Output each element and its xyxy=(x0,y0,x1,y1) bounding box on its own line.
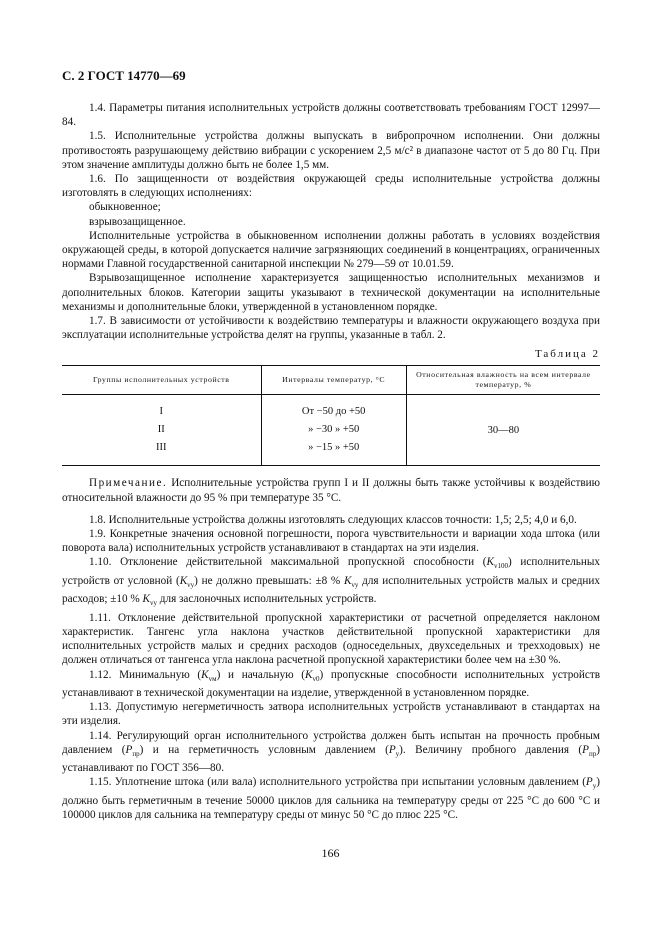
paragraph-1-14 xyxy=(62,729,600,776)
table-cell-group: II xyxy=(157,424,165,436)
text-run: ) не должно превышать: ±8 % xyxy=(194,574,344,587)
table-2 xyxy=(62,365,600,466)
k-subscript: vy xyxy=(187,581,195,590)
note-text: Исполнительные устройства групп I и II должны быть также устойчивы к воздействию относительной влажности до 95 % при температуре 35 °С. xyxy=(62,477,600,504)
list-item: взрывозащищенное. xyxy=(89,215,186,228)
table-cell-group: III xyxy=(156,442,167,454)
table-cell-interval: » −30 » +50 xyxy=(308,424,360,436)
k-symbol: K xyxy=(305,668,313,681)
table-header-humidity: Относительная влажность на всем интервале температур, % xyxy=(406,366,600,395)
text-run: 1.12. Минимальную ( xyxy=(89,668,202,681)
paragraph-1-4: 1.4. Параметры питания исполнительных устройств должны соответствовать требованиям ГОСТ 12997—84. xyxy=(62,102,600,129)
table-caption: Таблица 2 xyxy=(534,348,600,361)
page-header: С. 2 ГОСТ 14770—69 xyxy=(62,68,186,83)
k-subscript: v100 xyxy=(493,562,508,571)
table-col-groups xyxy=(62,395,261,466)
paragraph-1-12 xyxy=(62,668,600,701)
p-symbol: P xyxy=(125,743,133,756)
k-subscript: vy xyxy=(150,599,157,608)
paragraph-explosion-proof: Взрывозащищенное исполнение характеризуется защищенностью исполнительных механизмов и дополнительных блоков. Категории защиты указывают в технической документации на исполнительные механизмы и дополнительные блоки, утвержденной в установленном порядке. xyxy=(62,272,600,313)
p-subscript: у xyxy=(592,782,597,791)
text-run: ). Величину пробного давления ( xyxy=(399,743,583,756)
paragraph-1-15 xyxy=(62,775,600,822)
paragraph-1-10 xyxy=(62,555,600,610)
paragraph-1-6: 1.6. По защищенности от воздействия окружающей среды исполнительные устройства должны изготовлять в следующих исполнениях: xyxy=(62,173,600,200)
k-symbol: K xyxy=(179,574,188,587)
page-number: 166 xyxy=(321,846,340,860)
paragraph-1-8: 1.8. Исполнительные устройства должны изготовлять следующих классов точности: 1,5; 2,5; 4,0 и 6,0. xyxy=(89,513,577,526)
k-subscript: v0 xyxy=(312,674,320,683)
p-symbol: P xyxy=(582,743,590,756)
p-symbol: P xyxy=(585,776,593,789)
note-label: Примечание. xyxy=(89,477,168,490)
table-header-groups: Группы исполнительных устройств xyxy=(62,366,261,395)
k-symbol: K xyxy=(343,574,352,587)
text-run: ) устанавливают по ГОСТ 356—80. xyxy=(62,743,600,775)
table-cell-interval: » −15 » +50 xyxy=(308,442,360,454)
text-run: ) исполнительных устройств от условной ( xyxy=(62,556,600,587)
paragraph-1-11: 1.11. Отклонение действительной пропускной характеристики от расчетной определяется наклоном характеристик. Тангенс угла наклона участков действительной пропускной характеристики для исполнительных устройств малых и средних расходов (односедельных, двухседельных и трехходовых) не должен отличаться от тангенса угла наклона расчетной пропускной характеристики более чем на ±30 %. xyxy=(62,611,600,667)
table-cell-interval: От −50 до +50 xyxy=(301,406,366,418)
text-run: ) и начальную ( xyxy=(216,668,306,681)
text-run: 1.14. Регулирующий орган исполнительного устройства должен быть испытан на прочность пробным давлением ( xyxy=(62,729,600,756)
k-subscript: vм xyxy=(208,674,217,683)
table-cell-humidity: 30—80 xyxy=(406,395,600,466)
text-run: ) должно быть герметичным в течение 50000 циклов для сальника на температуру среды от 225 °С до 600 °С и 100000 циклов для сальника на температуру среды от минус 50 °С до плюс 225 °С. xyxy=(62,776,600,822)
p-symbol: P xyxy=(388,743,396,756)
text-run: для заслоночных исполнительных устройств. xyxy=(157,593,377,606)
paragraph-1-7: 1.7. В зависимости от устойчивости к воздействию температуры и влажности окружающего воздуха при эксплуатации исполнительные устройства делят на группы, указанные в табл. 2. xyxy=(62,315,600,342)
p-subscript: пр xyxy=(132,750,140,759)
k-symbol: K xyxy=(201,668,209,681)
list-item: обыкновенное; xyxy=(89,201,161,214)
paragraph-1-13: 1.13. Допустимую негерметичность затвора исполнительных устройств устанавливают в стандартах на эти изделия. xyxy=(62,701,600,728)
text-run: ) и на герметичность условным давлением ( xyxy=(139,743,389,756)
text-run: для исполнительных устройств малых и средних расходов; ±10 % xyxy=(62,574,600,606)
text-run: ) пропускные способности исполнительных устройств устанавливают в технической документации на изделие, утвержденной в установленном порядке. xyxy=(62,668,600,700)
k-symbol: K xyxy=(142,593,150,606)
k-subscript: vy xyxy=(351,581,359,590)
table-cell-group: I xyxy=(159,406,164,418)
text-run: 1.15. Уплотнение штока (или вала) исполнительного устройства при испытании условным давлением ( xyxy=(89,776,586,789)
table-col-intervals xyxy=(261,395,406,466)
p-subscript: у xyxy=(395,750,400,759)
paragraph-1-5: 1.5. Исполнительные устройства должны выпускать в вибропрочном исполнении. Они должны противостоять разрушающему действию вибрации с ускорением 2,5 м/с² в диапазоне частот от 5 до 80 Гц. При этом значение амплитуды должно быть не более 1,5 мм. xyxy=(62,130,600,171)
page-body xyxy=(62,68,600,822)
table-header-temperature: Интервалы температур, °С xyxy=(261,366,406,395)
table-note xyxy=(62,476,600,504)
text-run: 1.10. Отклонение действительной максимальной пропускной способности ( xyxy=(89,556,487,569)
p-subscript: пр xyxy=(589,750,597,759)
k-symbol: K xyxy=(486,556,494,569)
paragraph-ordinary-execution: Исполнительные устройства в обыкновенном исполнении должны работать в условиях воздействия окружающей среды, в которой допускается наличие загрязняющих соединений в концентрациях, ограниченных нормами Главной государственной санитарной инспекции № 279—59 от 10.01.59. xyxy=(62,229,600,271)
paragraph-1-9: 1.9. Конкретные значения основной погрешности, порога чувствительности и вариации хода штока (или поворота вала) исполнительных устройств устанавливают в стандартах на эти изделия. xyxy=(62,528,600,555)
